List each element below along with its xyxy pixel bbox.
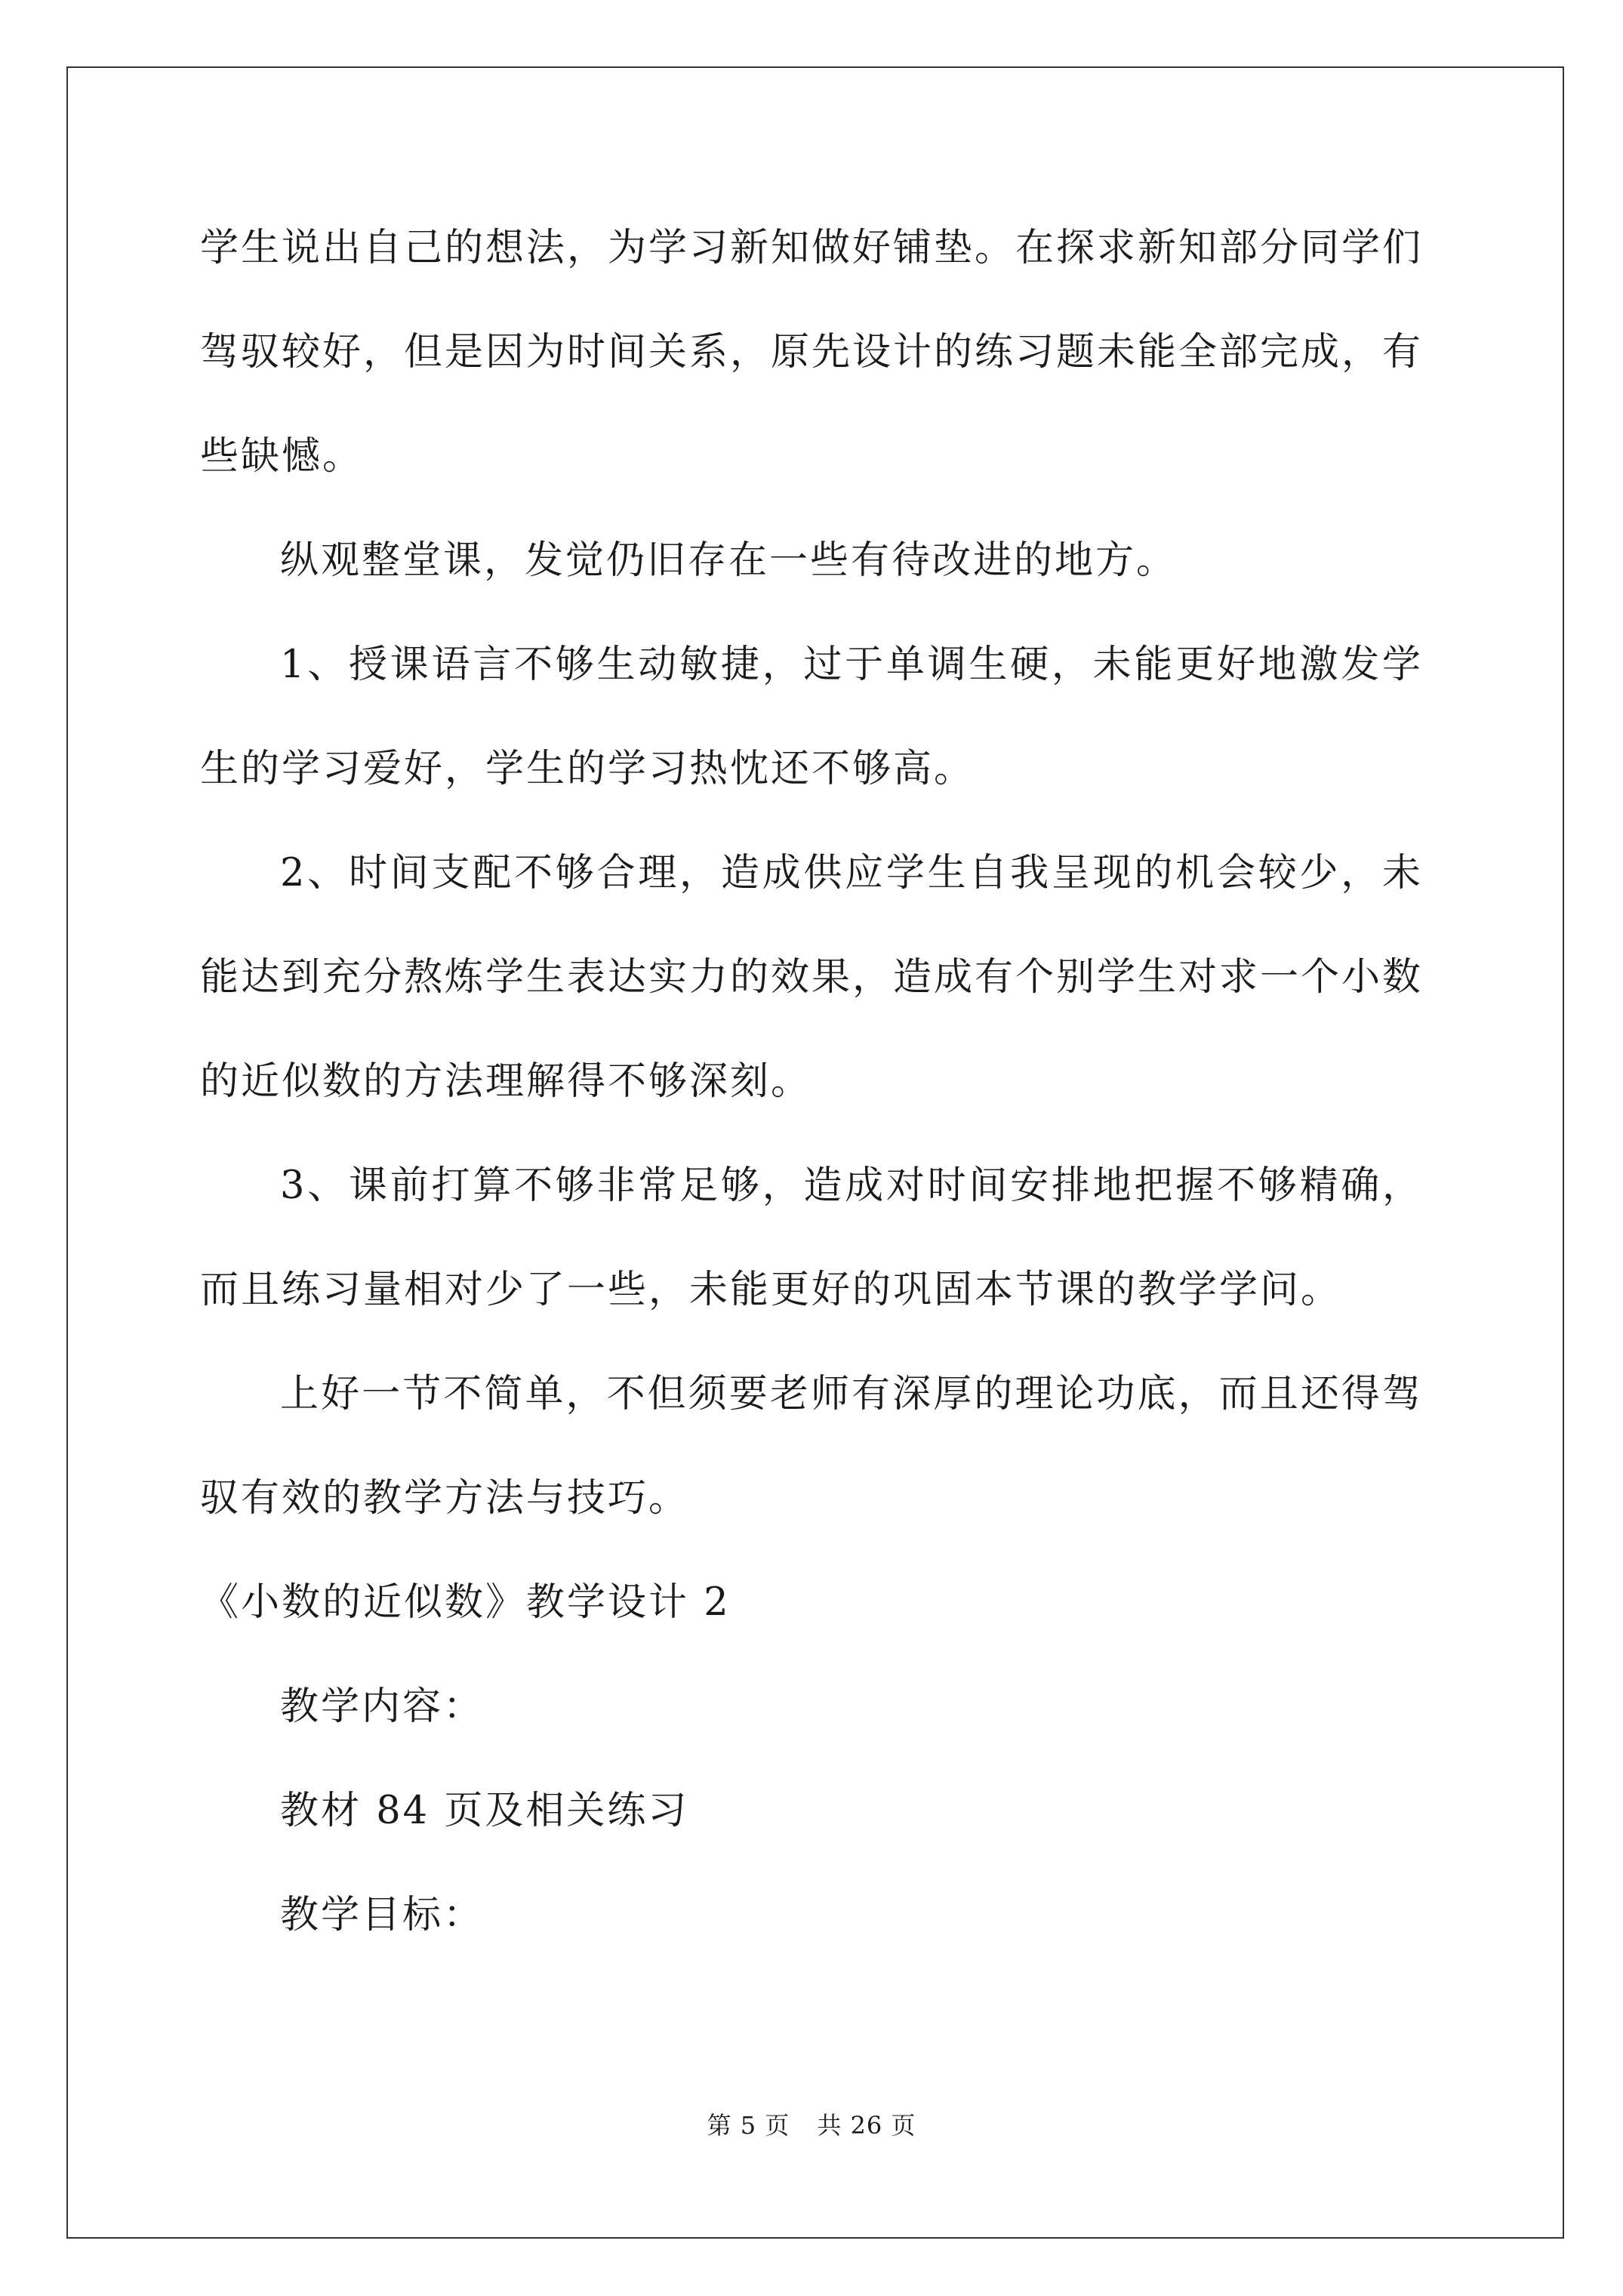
section-item-textbook: 教材 84 页及相关练习 bbox=[280, 1789, 689, 1833]
paragraph-4: 2、时间支配不够合理，造成供应学生自我呈现的机会较少，未能达到充分熬炼学生表达实力的效果，造成有个别学生对求一个小数的近似数的方法理解得不够深刻。 bbox=[200, 851, 1424, 1104]
paragraph-2: 纵观整堂课，发觉仍旧存在一些有待改进的地方。 bbox=[280, 538, 1178, 583]
section-title: 《小数的近似数》教学设计 2 bbox=[200, 1580, 731, 1625]
section-item-content-label: 教学内容： bbox=[280, 1684, 485, 1729]
paragraph-5: 3、课前打算不够非常足够，造成对时间安排地把握不够精确，而且练习量相对少了一些，未能更好的巩固本节课的教学学问。 bbox=[200, 1163, 1423, 1312]
page-footer bbox=[0, 2106, 1623, 2141]
paragraph-6: 上好一节不简单，不但须要老师有深厚的理论功底，而且还得驾驭有效的教学方法与技巧。 bbox=[200, 1372, 1423, 1521]
paragraph-1: 学生说出自己的想法，为学习新知做好铺垫。在探求新知部分同学们驾驭较好，但是因为时间关系，原先设计的练习题未能全部完成，有些缺憾。 bbox=[200, 226, 1424, 479]
section-item-goals-label: 教学目标： bbox=[280, 1893, 485, 1937]
footer-page-number: 第 5 页 bbox=[707, 2111, 790, 2140]
footer-page-total: 共 26 页 bbox=[817, 2111, 916, 2140]
paragraph-3: 1、授课语言不够生动敏捷，过于单调生硬，未能更好地激发学生的学习爱好，学生的学习热忱还不够高。 bbox=[200, 643, 1423, 791]
document-body bbox=[200, 196, 1423, 1968]
